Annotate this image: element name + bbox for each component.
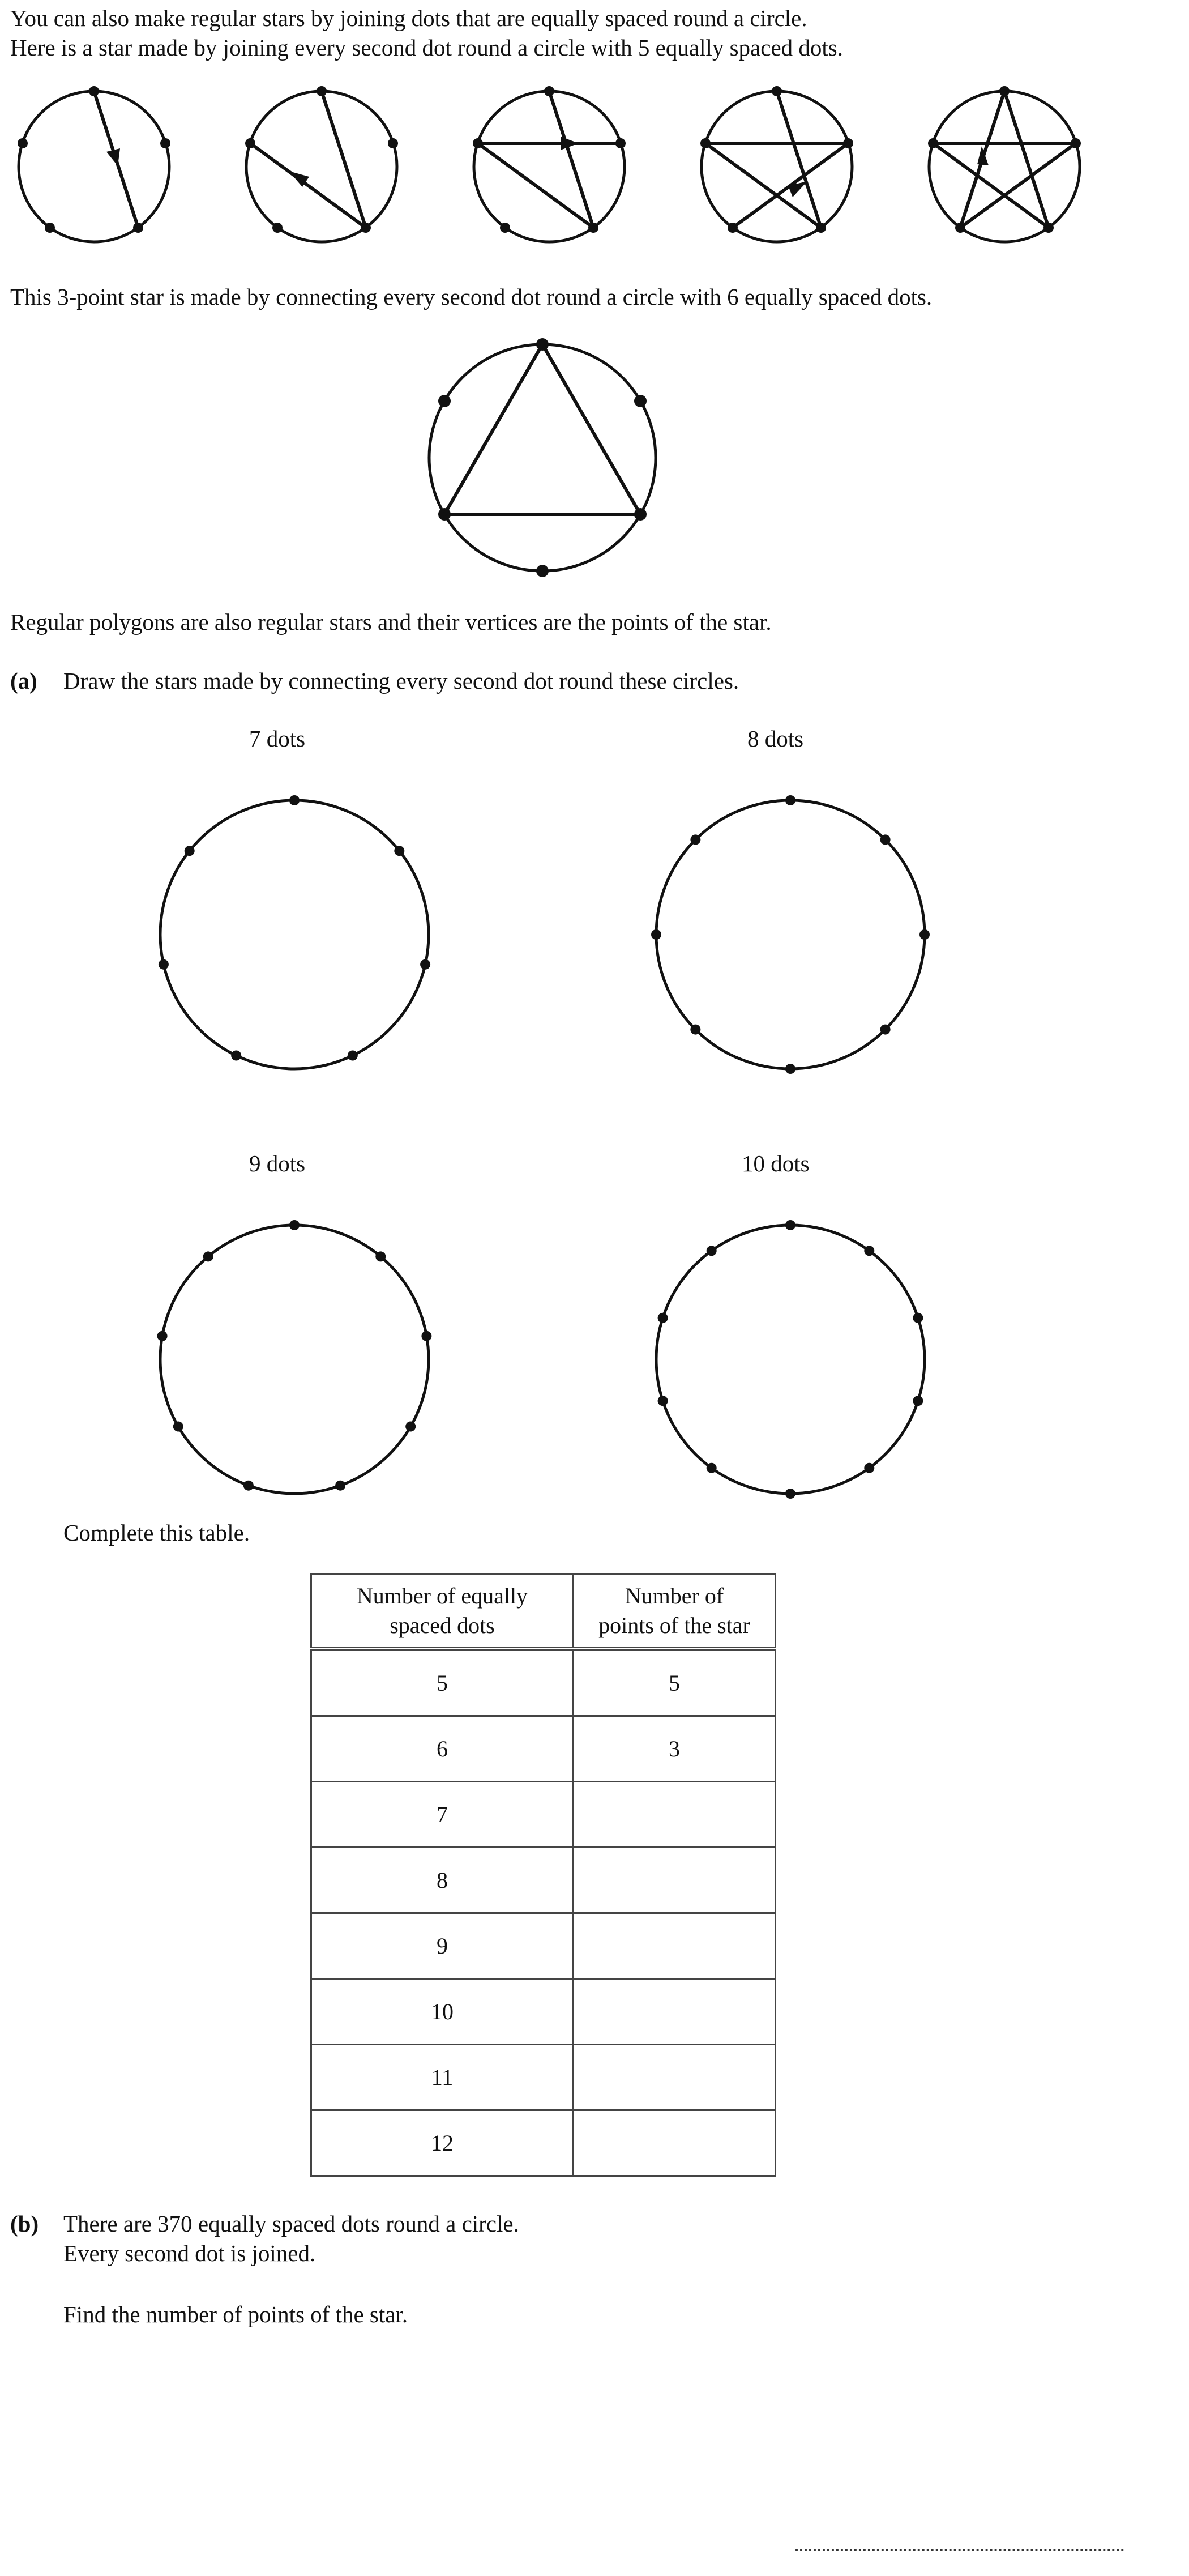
cell-points: 5 [574, 1649, 776, 1716]
circle-dot[interactable] [913, 1396, 923, 1406]
star-points-table [310, 1573, 776, 2177]
circle-dot[interactable] [405, 1422, 416, 1432]
intro-line-4: Regular polygons are also regular stars and their vertices are the points of the star. [10, 609, 772, 635]
table-row [311, 1782, 776, 1848]
intro-line-1: You can also make regular stars by joining dots that are equally spaced round a circle. [10, 5, 807, 31]
cell-dots: 9 [311, 1913, 574, 1979]
star-step-2 [245, 86, 398, 242]
circle-dot[interactable] [421, 1331, 431, 1341]
circle-dot[interactable] [394, 846, 404, 856]
part-a-instruction: Draw the stars made by connecting every second dot round these circles. [63, 668, 739, 694]
part-b-label: (b) [10, 2211, 39, 2237]
circle-dot[interactable] [159, 959, 169, 970]
three-point-star-figure [419, 334, 668, 583]
table-row [311, 1913, 776, 1979]
circle-dot[interactable] [243, 1481, 254, 1491]
circle-dot[interactable] [289, 795, 300, 805]
cell-points-answer[interactable] [574, 2045, 776, 2110]
table-row [311, 1716, 776, 1782]
part-a-label: (a) [10, 668, 37, 694]
circle-dot[interactable] [203, 1251, 213, 1261]
blank-circle-10-dots[interactable] [655, 1223, 949, 1518]
intro-line-3: This 3-point star is made by connecting every second dot round a circle with 6 equally spaced dots. [10, 284, 933, 310]
table-row [311, 1848, 776, 1913]
circle-dot[interactable] [348, 1051, 358, 1061]
cell-points-answer[interactable] [574, 1979, 776, 2045]
cell-points-answer[interactable] [574, 1848, 776, 1913]
circle-dot[interactable] [919, 929, 930, 940]
circle-dot[interactable] [651, 929, 661, 940]
table-row [311, 2110, 776, 2176]
table-row [311, 1649, 776, 1716]
blank-circle-8-dots[interactable] [655, 799, 949, 1093]
cell-dots: 7 [311, 1782, 574, 1848]
circle-label-7: 7 dots [249, 726, 306, 752]
circle-dot[interactable] [707, 1246, 717, 1256]
cell-dots: 6 [311, 1716, 574, 1782]
circle-dot[interactable] [658, 1313, 668, 1323]
blank-circle-9-dots[interactable] [159, 1223, 453, 1518]
circle-dot[interactable] [785, 795, 795, 805]
cell-points-answer[interactable] [574, 1913, 776, 1979]
outline-circle [160, 1225, 429, 1494]
circle-dot[interactable] [690, 834, 700, 845]
table-prompt: Complete this table. [63, 1520, 250, 1546]
header-dots: Number of equally spaced dots [311, 1575, 574, 1649]
circle-dot[interactable] [658, 1396, 668, 1406]
cell-dots: 11 [311, 2045, 574, 2110]
star-step-5 [928, 86, 1081, 242]
star-construction-sequence [0, 79, 1189, 261]
answer-line[interactable] [795, 2543, 1124, 2551]
part-b-line-2: Every second dot is joined. [63, 2240, 316, 2266]
outline-circle [656, 1225, 925, 1494]
star-step-3 [473, 86, 626, 242]
circle-dot[interactable] [880, 834, 891, 845]
circle-dot[interactable] [335, 1481, 345, 1491]
circle-dot[interactable] [785, 1489, 795, 1499]
cell-dots: 5 [311, 1649, 574, 1716]
circle-dot[interactable] [375, 1251, 386, 1261]
cell-points-answer[interactable] [574, 2110, 776, 2176]
star-step-4 [700, 86, 853, 242]
cell-dots: 8 [311, 1848, 574, 1913]
circle-dot[interactable] [289, 1220, 300, 1230]
star-step-1 [18, 86, 170, 242]
table-row [311, 2045, 776, 2110]
circle-dot[interactable] [864, 1246, 874, 1256]
circle-dot[interactable] [173, 1422, 183, 1432]
header-points: Number of points of the star [574, 1575, 776, 1649]
cell-points: 3 [574, 1716, 776, 1782]
circle-label-10: 10 dots [742, 1150, 810, 1176]
blank-circle-7-dots[interactable] [159, 799, 453, 1093]
circle-dot[interactable] [231, 1051, 241, 1061]
table-header-row [311, 1575, 776, 1649]
circle-dot[interactable] [785, 1220, 795, 1230]
circle-label-9: 9 dots [249, 1150, 306, 1176]
outline-circle [160, 800, 429, 1069]
part-b-line-3: Find the number of points of the star. [63, 2301, 408, 2327]
circle-dot[interactable] [690, 1025, 700, 1035]
circle-dot[interactable] [707, 1463, 717, 1473]
circle-dot[interactable] [157, 1331, 168, 1341]
circle-dot[interactable] [913, 1313, 923, 1323]
cell-dots: 12 [311, 2110, 574, 2176]
circle-label-8: 8 dots [747, 726, 804, 752]
cell-points-answer[interactable] [574, 1782, 776, 1848]
circle-dot[interactable] [864, 1463, 874, 1473]
circle-dot[interactable] [420, 959, 430, 970]
cell-dots: 10 [311, 1979, 574, 2045]
table-row [311, 1979, 776, 2045]
intro-line-2: Here is a star made by joining every second dot round a circle with 5 equally spaced dots. [10, 35, 843, 61]
circle-dot[interactable] [785, 1064, 795, 1074]
circle-dot[interactable] [185, 846, 195, 856]
part-b-line-1: There are 370 equally spaced dots round a circle. [63, 2211, 519, 2237]
circle-dot[interactable] [880, 1025, 891, 1035]
